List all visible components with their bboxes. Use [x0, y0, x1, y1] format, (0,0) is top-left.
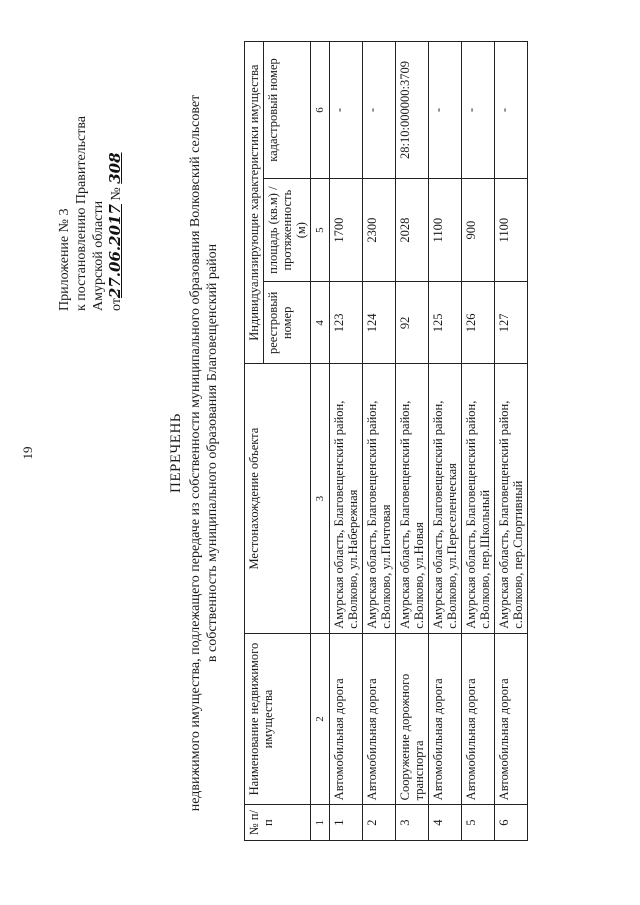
row-cadastral: - [363, 42, 396, 179]
row-area: 1700 [330, 179, 363, 282]
header-cadastral: кадастровый номер [264, 42, 311, 179]
row-location: Амурская область, Благовещенский район, с.Волково, ул.Переселенческая [429, 364, 462, 633]
row-num: 3 [396, 805, 429, 841]
row-name: Сооружение дорожного транспорта [396, 633, 429, 805]
row-location: Амурская область, Благовещенский район, с.Волково, ул.Набережная [330, 364, 363, 633]
row-name: Автомобильная дорога [462, 633, 495, 805]
appendix-title: Приложение № 3 [57, 208, 72, 311]
header-num: № п/п [245, 805, 311, 841]
row-area: 2300 [363, 179, 396, 282]
appendix-date-line [107, 41, 125, 311]
column-number: 1 [311, 805, 330, 841]
row-registry: 123 [330, 282, 363, 364]
row-name: Автомобильная дорога [363, 633, 396, 805]
row-name: Автомобильная дорога [429, 633, 462, 805]
column-number: 2 [311, 633, 330, 805]
row-area: 1100 [429, 179, 462, 282]
header-characteristics: Индивидуализирующие характеристики имущества [245, 42, 264, 364]
row-registry: 127 [495, 282, 528, 364]
heading-line-1: недвижимого имущества, подлежащего передаче из собственности муниципального образования Волковский сельсовет [188, 94, 203, 812]
row-registry: 125 [429, 282, 462, 364]
table-row [396, 42, 429, 841]
table-row [363, 42, 396, 841]
row-location: Амурская область, Благовещенский район, с.Волково, пер.Школьный [462, 364, 495, 633]
table-row [429, 42, 462, 841]
row-location: Амурская область, Благовещенский район, с.Волково, пер.Спортивный [495, 364, 528, 633]
row-name: Автомобильная дорога [330, 633, 363, 805]
row-registry: 124 [363, 282, 396, 364]
header-name: Наименование недвижимого имущества [245, 633, 311, 805]
property-table [244, 41, 528, 841]
table-row [495, 42, 528, 841]
row-area: 900 [462, 179, 495, 282]
heading-title: ПЕРЕЧЕНЬ [168, 413, 184, 493]
row-registry: 92 [396, 282, 429, 364]
row-cadastral: - [429, 42, 462, 179]
document-heading [168, 33, 221, 873]
row-cadastral: - [462, 42, 495, 179]
row-area: 2028 [396, 179, 429, 282]
table-row [462, 42, 495, 841]
row-cadastral: - [330, 42, 363, 179]
table-row [330, 42, 363, 841]
column-number: 4 [311, 282, 330, 364]
appendix-resolution: к постановлению Правительства [74, 115, 89, 311]
appendix-region: Амурской области [91, 200, 106, 311]
row-cadastral: 28:10:000000:3709 [396, 42, 429, 179]
column-number: 5 [311, 179, 330, 282]
date-prefix: от [109, 298, 124, 311]
heading-line-2: в собственность муниципального образования Благовещенский район [205, 243, 220, 663]
row-num: 6 [495, 805, 528, 841]
row-name: Автомобильная дорога [495, 633, 528, 805]
handwritten-number: 308 [106, 152, 124, 184]
row-area: 1100 [495, 179, 528, 282]
column-number: 6 [311, 42, 330, 179]
column-number: 3 [311, 364, 330, 633]
header-location: Местонахождение объекта [245, 364, 311, 633]
row-num: 2 [363, 805, 396, 841]
header-area: площадь (кв.м) / протяженность (м) [264, 179, 311, 282]
header-registry: реестровый номер [264, 282, 311, 364]
row-num: 5 [462, 805, 495, 841]
appendix-block [56, 41, 125, 311]
row-registry: 126 [462, 282, 495, 364]
page-number: 19 [20, 446, 35, 460]
number-prefix: № [109, 187, 124, 201]
row-cadastral: - [495, 42, 528, 179]
row-num: 1 [330, 805, 363, 841]
row-location: Амурская область, Благовещенский район, с.Волково, ул.Почтовая [363, 364, 396, 633]
document-sheet [48, 33, 608, 873]
handwritten-date: 27.06.2017 [106, 204, 124, 299]
row-num: 4 [429, 805, 462, 841]
row-location: Амурская область, Благовещенский район, с.Волково, ул.Новая [396, 364, 429, 633]
